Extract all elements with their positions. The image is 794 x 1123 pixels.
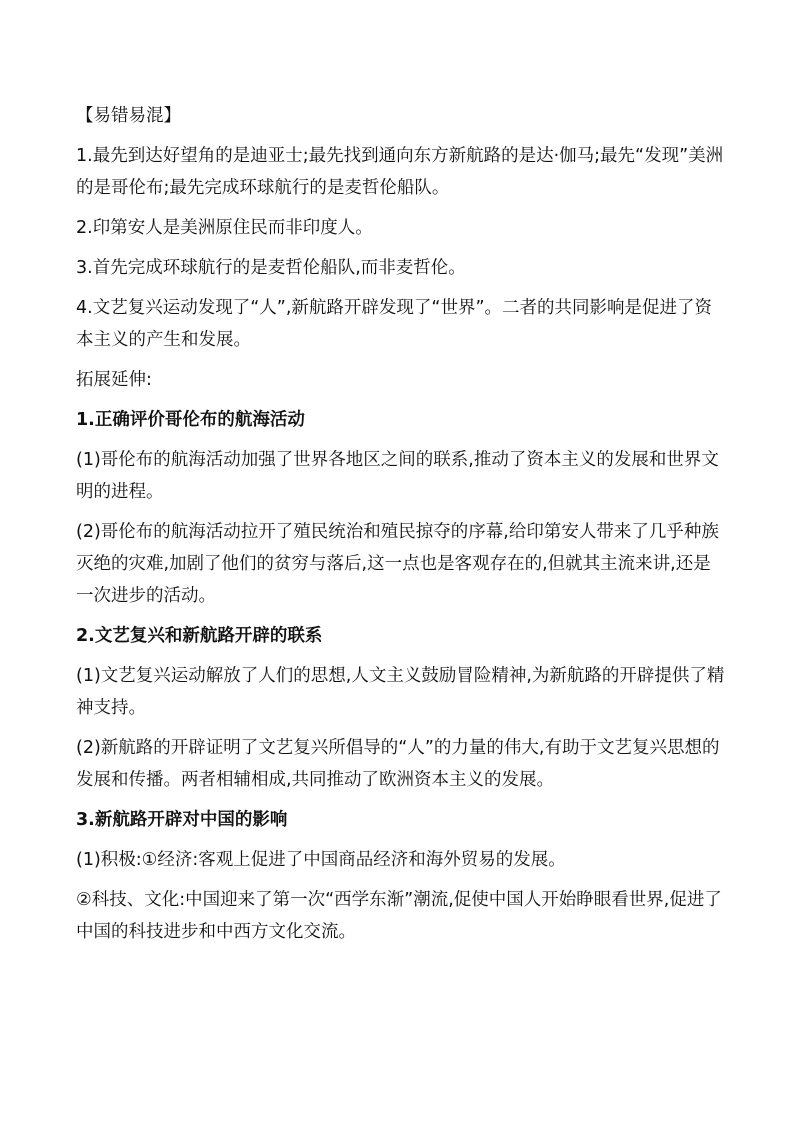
topic-heading-3: 3.新航路开辟对中国的影响: [76, 810, 288, 830]
error-item-2: 2.印第安人是美洲原住民而非印度人。: [76, 218, 373, 238]
topic-3-paragraph-2: ②科技、文化:中国迎来了第一次“西学东渐”潮流,促使中国人开始睁眼看世界,促进了中国的科技进步和中西方文化交流。: [76, 890, 722, 942]
topic-heading-2: 2.文艺复兴和新航路开辟的联系: [76, 626, 323, 646]
topic-2-paragraph-2: (2)新航路的开辟证明了文艺复兴所倡导的“人”的力量的伟大,有助于文艺复兴思想的发展和传播。两者相辅相成,共同推动了欧洲资本主义的发展。: [76, 738, 720, 790]
topic-1-paragraph-1: (1)哥伦布的航海活动加强了世界各地区之间的联系,推动了资本主义的发展和世界文明的进程。: [76, 450, 719, 502]
topic-3-paragraph-1: (1)积极:①经济:客观上促进了中国商品经济和海外贸易的发展。: [76, 850, 566, 870]
error-item-4: 4.文艺复兴运动发现了“人”,新航路开辟发现了“世界”。二者的共同影响是促进了资本主义的产生和发展。: [76, 298, 713, 350]
topic-heading-1: 1.正确评价哥伦布的航海活动: [76, 410, 305, 430]
section-title: 【易错易混】: [76, 106, 181, 126]
topic-1-paragraph-2: (2)哥伦布的航海活动拉开了殖民统治和殖民掠夺的序幕,给印第安人带来了几乎种族灭绝的灾难,加剧了他们的贫穷与落后,这一点也是客观存在的,但就其主流来讲,还是一次进步的活动。: [76, 522, 719, 606]
extension-label: 拓展延伸:: [76, 370, 152, 390]
error-item-3: 3.首先完成环球航行的是麦哲伦船队,而非麦哲伦。: [76, 258, 466, 278]
document-page: [76, 100, 726, 956]
topic-2-paragraph-1: (1)文艺复兴运动解放了人们的思想,人文主义鼓励冒险精神,为新航路的开辟提供了精神支持。: [76, 666, 725, 718]
error-item-1: 1.最先到达好望角的是迪亚士;最先找到通向东方新航路的是达·伽马;最先“发现”美洲的是哥伦布;最先完成环球航行的是麦哲伦船队。: [76, 146, 724, 198]
